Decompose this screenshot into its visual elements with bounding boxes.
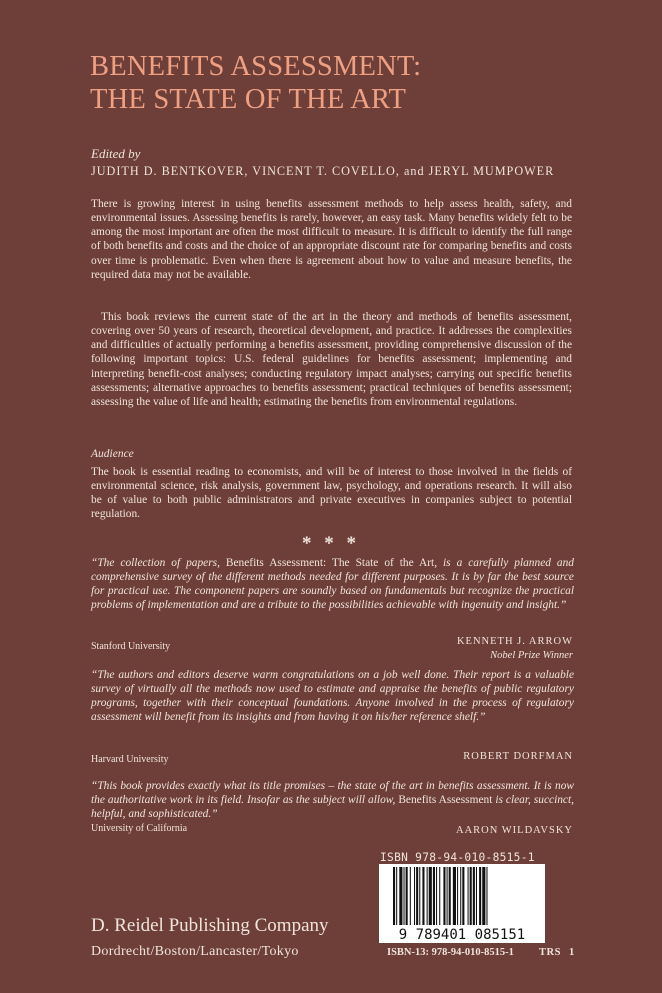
barcode-bar xyxy=(410,867,411,925)
barcode-bar xyxy=(422,867,424,925)
publisher-cities: Dordrecht/Boston/Lancaster/Tokyo xyxy=(91,944,299,959)
barcode-bar xyxy=(427,867,428,925)
barcode-bar xyxy=(468,867,469,925)
quote-arrow-before: “The collection of papers, xyxy=(91,557,226,569)
barcode-bar xyxy=(419,867,420,925)
barcode-bar xyxy=(447,867,448,925)
quote-arrow-after: , is a carefully planned and comprehensive survey of the different methods needed for different purposes. It is by far the best source for practical use. The component papers are soundly based on fundamentals but recognize the practical problems of implementation and are a tribute to the possibilities achievable with ingenuity and insight.” xyxy=(91,557,574,612)
quote-wildavsky-institution: University of California xyxy=(91,823,188,834)
barcode-bar xyxy=(433,867,435,925)
quote-wildavsky-author: AARON WILDAVSKY xyxy=(456,825,573,836)
barcode-bar xyxy=(460,867,461,925)
barcode-bar xyxy=(486,867,487,925)
edited-by-label: Edited by xyxy=(91,146,141,161)
barcode-bar xyxy=(439,867,440,925)
barcode-bar xyxy=(482,867,485,925)
description-paragraph-1: There is growing interest in using benefits assessment methods to help assess health, safety, and environmental issues. Assessing benefits is rarely, however, an easy task. Many benefits widely felt to be among the most important are often the most difficult to measure. It is difficult to identify the full range of both benefits and costs and the choice of an appropriate discount rate for comparing benefits and costs over time is problematic. Even when there is agreement about how to value and measure benefits, the required data may not be available. xyxy=(91,198,572,281)
barcode-bar xyxy=(457,867,458,925)
audience-text: The book is essential reading to economists, and will be of interest to those involved in the fields of environmental science, risk analysis, government law, psychology, and operations research. It will also be of value to both public administrators and private executives in companies subject to potential regulation. xyxy=(91,466,572,521)
audience-heading: Audience xyxy=(91,448,134,460)
barcode-bar xyxy=(436,867,437,925)
barcode-bar xyxy=(476,867,477,925)
quote-wildavsky-after: is clear, succinct, helpful, and sophisticated.” xyxy=(91,794,575,821)
book-title-line-2: THE STATE OF THE ART xyxy=(90,84,407,115)
quote-dorfman-institution: Harvard University xyxy=(91,754,169,765)
barcode-bar xyxy=(443,867,445,925)
quote-arrow xyxy=(91,556,574,613)
barcode-bar xyxy=(393,867,395,925)
barcode-bar xyxy=(462,867,464,925)
book-title-line-1: BENEFITS ASSESSMENT: xyxy=(90,51,422,82)
publisher-name: D. Reidel Publishing Company xyxy=(91,915,329,936)
quote-arrow-institution: Stanford University xyxy=(91,641,171,652)
quote-wildavsky xyxy=(91,779,574,821)
barcode-bar xyxy=(479,867,481,925)
book-title xyxy=(90,50,421,116)
barcode-bar xyxy=(473,867,475,925)
barcode-bar xyxy=(399,867,402,925)
barcode-bar xyxy=(396,867,397,925)
barcode-bar xyxy=(404,867,405,925)
barcode xyxy=(379,864,545,943)
isbn-13: ISBN-13: 978-94-010-8515-1 xyxy=(387,947,514,958)
quote-wildavsky-before: “This book provides exactly what its title promises – the state of the art in benefits assessment. It is now the authoritative work in its field. Insofar as the subject will allow, xyxy=(91,780,574,807)
barcode-bar xyxy=(453,867,456,925)
barcode-bar xyxy=(470,867,472,925)
barcode-bar xyxy=(429,867,432,925)
isbn-label: ISBN 978-94-010-8515-1 xyxy=(380,851,535,864)
barcode-bar xyxy=(406,867,408,925)
quote-wildavsky-book-title: Benefits Assessment xyxy=(398,794,493,807)
quote-arrow-honor: Nobel Prize Winner xyxy=(490,650,573,661)
editors-list: JUDITH D. BENTKOVER, VINCENT T. COVELLO, and JERYL MUMPOWER xyxy=(91,164,555,178)
barcode-bars xyxy=(379,864,545,943)
barcode-bar xyxy=(449,867,451,925)
barcode-bar xyxy=(414,867,415,925)
quote-arrow-author: KENNETH J. ARROW xyxy=(456,636,573,647)
page-number: 1 xyxy=(569,947,575,958)
barcode-bar xyxy=(416,867,418,925)
trs-code: TRS xyxy=(539,947,561,958)
description-paragraph-2: This book reviews the current state of the art in the theory and methods of benefits assessment, covering over 50 years of research, theoretical development, and practice. It addresses the complexities and difficulties of actually performing a benefits assessment, providing comprehensive discussion of the following important topics: U.S. federal guidelines for benefits assessment; implementing and interpreting benefit-cost analyses; conducting regulatory impact analyses; carrying out specific benefits assessments; alternative approaches to benefits assessment; practical techniques of benefits assessment; assessing the value of life and health; estimating the benefits from environmental regulations. xyxy=(91,311,572,408)
section-separator: * * * xyxy=(302,533,360,554)
barcode-digits: 9 789401 085151 xyxy=(398,927,526,943)
quote-arrow-book-title: Benefits Assessment: The State of the Art xyxy=(225,557,435,569)
quote-dorfman: “The authors and editors deserve warm congratulations on a job well done. Their report is a valuable survey of virtually all the methods now used to estimate and appraise the benefits of public regulatory programs, together with their conceptual foundations. Anyone involved in the process of regulatory assessment will benefit from its insights and from having it on his/her reference shelf.” xyxy=(91,669,574,724)
quote-dorfman-author: ROBERT DORFMAN xyxy=(463,751,573,762)
